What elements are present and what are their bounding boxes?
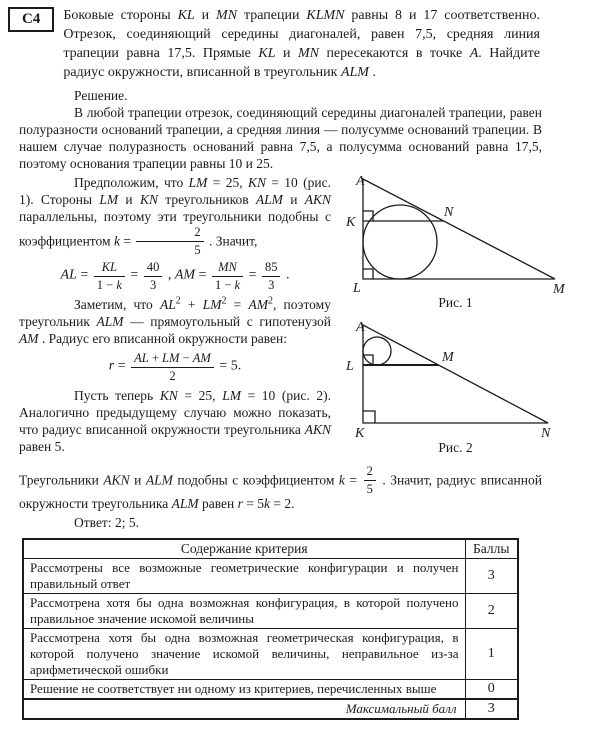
solution-section	[0, 82, 600, 532]
criterion-cell: Рассмотрены все возможные геометрические конфигурации и получен правильный ответ	[23, 559, 465, 594]
incircle-alm	[363, 205, 437, 279]
figure-1-drawing	[343, 174, 568, 294]
formula-inradius: r = $\frac{AL + LM - AM}{2}$ = 5.	[108, 351, 242, 383]
criterion-cell: Рассмотрена хотя бы одна возможная геометрическая конфигурация, в которой получено значение искомой величины, неправильное из-за арифметической ошибки	[23, 629, 465, 680]
solution-heading: Решение.	[74, 88, 128, 103]
figures-column	[331, 174, 568, 464]
criteria-header-cell: Содержание критерия	[23, 539, 465, 559]
score-cell: 3	[465, 559, 518, 594]
solution-paragraph-1: В любой трапеции отрезок, соединяющий середины диагоналей трапеции, равен полуразности оснований трапеции, а средняя линия — полусумме оснований трапеции. В нашем случае полуразность оснований равна 7,5, а полусумма оснований равна 17,5, поэтому основания трапеции равны 10 и 25.	[19, 105, 542, 171]
table-row	[23, 594, 518, 629]
vertex-label-n: N	[541, 426, 551, 439]
vertex-label-n: N	[444, 205, 454, 220]
vertex-label-k: K	[355, 426, 365, 439]
problem-header	[0, 0, 600, 82]
vertex-label-m: M	[553, 282, 565, 294]
figure-2-caption: Рис. 2	[438, 440, 473, 455]
criterion-cell: Рассмотрена хотя бы одна возможная конфигурация, в которой получено правильное значение искомой величины	[23, 594, 465, 629]
criteria-table	[22, 538, 519, 720]
vertex-label-a: A	[356, 174, 365, 189]
vertex-label-m: M	[442, 350, 454, 365]
answer-line: Ответ: 2; 5.	[74, 515, 139, 530]
two-column-zone	[19, 174, 565, 464]
score-cell: 0	[465, 680, 518, 700]
solution-paragraph-2: Предположим, что LM = 25, KN = 10 (рис. 1). Стороны LM и KN треугольников ALM и AKN параллельны, поэтому эти треугольники подобны с коэффициентом k = $\frac{2}{5}$ . Значит,	[19, 175, 332, 257]
solution-left-column	[19, 174, 331, 464]
score-header-cell: Баллы	[465, 539, 518, 559]
figure-1-caption: Рис. 1	[438, 295, 473, 310]
criteria-table-footer-row	[23, 699, 518, 719]
score-cell: 2	[465, 594, 518, 629]
criterion-cell: Решение не соответствует ни одному из критериев, перечисленных выше	[23, 680, 465, 700]
vertex-label-k: K	[346, 215, 356, 230]
solution-paragraph-3: Заметим, что $AL^2 + LM^2 = AM^2$, поэтому треугольник ALM — прямоугольный с гипотенузой AM . Радиус его вписанной окружности равен:	[19, 295, 331, 346]
solution-paragraph-5: Треугольники AKN и ALM подобны с коэффициентом k = $\frac{2}{5}$ . Значит, радиус вписанной окружности треугольника ALM равен r = 5k = 2.	[19, 464, 542, 511]
problem-statement: Боковые стороны KL и MN трапеции KLMN равны 8 и 17 соответственно. Отрезок, соединяющий середины диагоналей, равен 7,5, средняя линия трапеции равна 17,5. Прямые KL и MN пересекаются в точке A. Найдите радиус окружности, вписанной в треугольник ALM .	[63, 8, 541, 80]
figure-1	[343, 174, 568, 311]
max-score-value: 3	[465, 699, 518, 719]
table-row	[23, 629, 518, 680]
figure-2	[343, 319, 568, 456]
table-row	[23, 559, 518, 594]
incircle-alm-small	[363, 337, 391, 365]
table-row	[23, 680, 518, 700]
score-cell: 1	[465, 629, 518, 680]
criteria-table-header-row	[23, 539, 518, 559]
task-number-label: С4	[8, 7, 54, 32]
figure-2-drawing	[343, 319, 568, 439]
vertex-label-l: L	[346, 359, 354, 374]
formula-al-am: AL = $\frac{KL}{1 - k}$ = $\frac{40}{3}$ , AM = $\frac{MN}{1 - k}$ = $\frac{85}{3}$ .	[60, 260, 290, 292]
criteria-table-body	[23, 559, 518, 700]
vertex-label-l: L	[353, 281, 361, 294]
max-score-label: Максимальный балл	[23, 699, 465, 719]
solution-paragraph-4: Пусть теперь KN = 25, LM = 10 (рис. 2). Аналогично предыдущему случаю можно показать, что радиус вписанной окружности треугольника AKN равен 5.	[19, 388, 332, 454]
vertex-label-a: A	[356, 320, 365, 335]
